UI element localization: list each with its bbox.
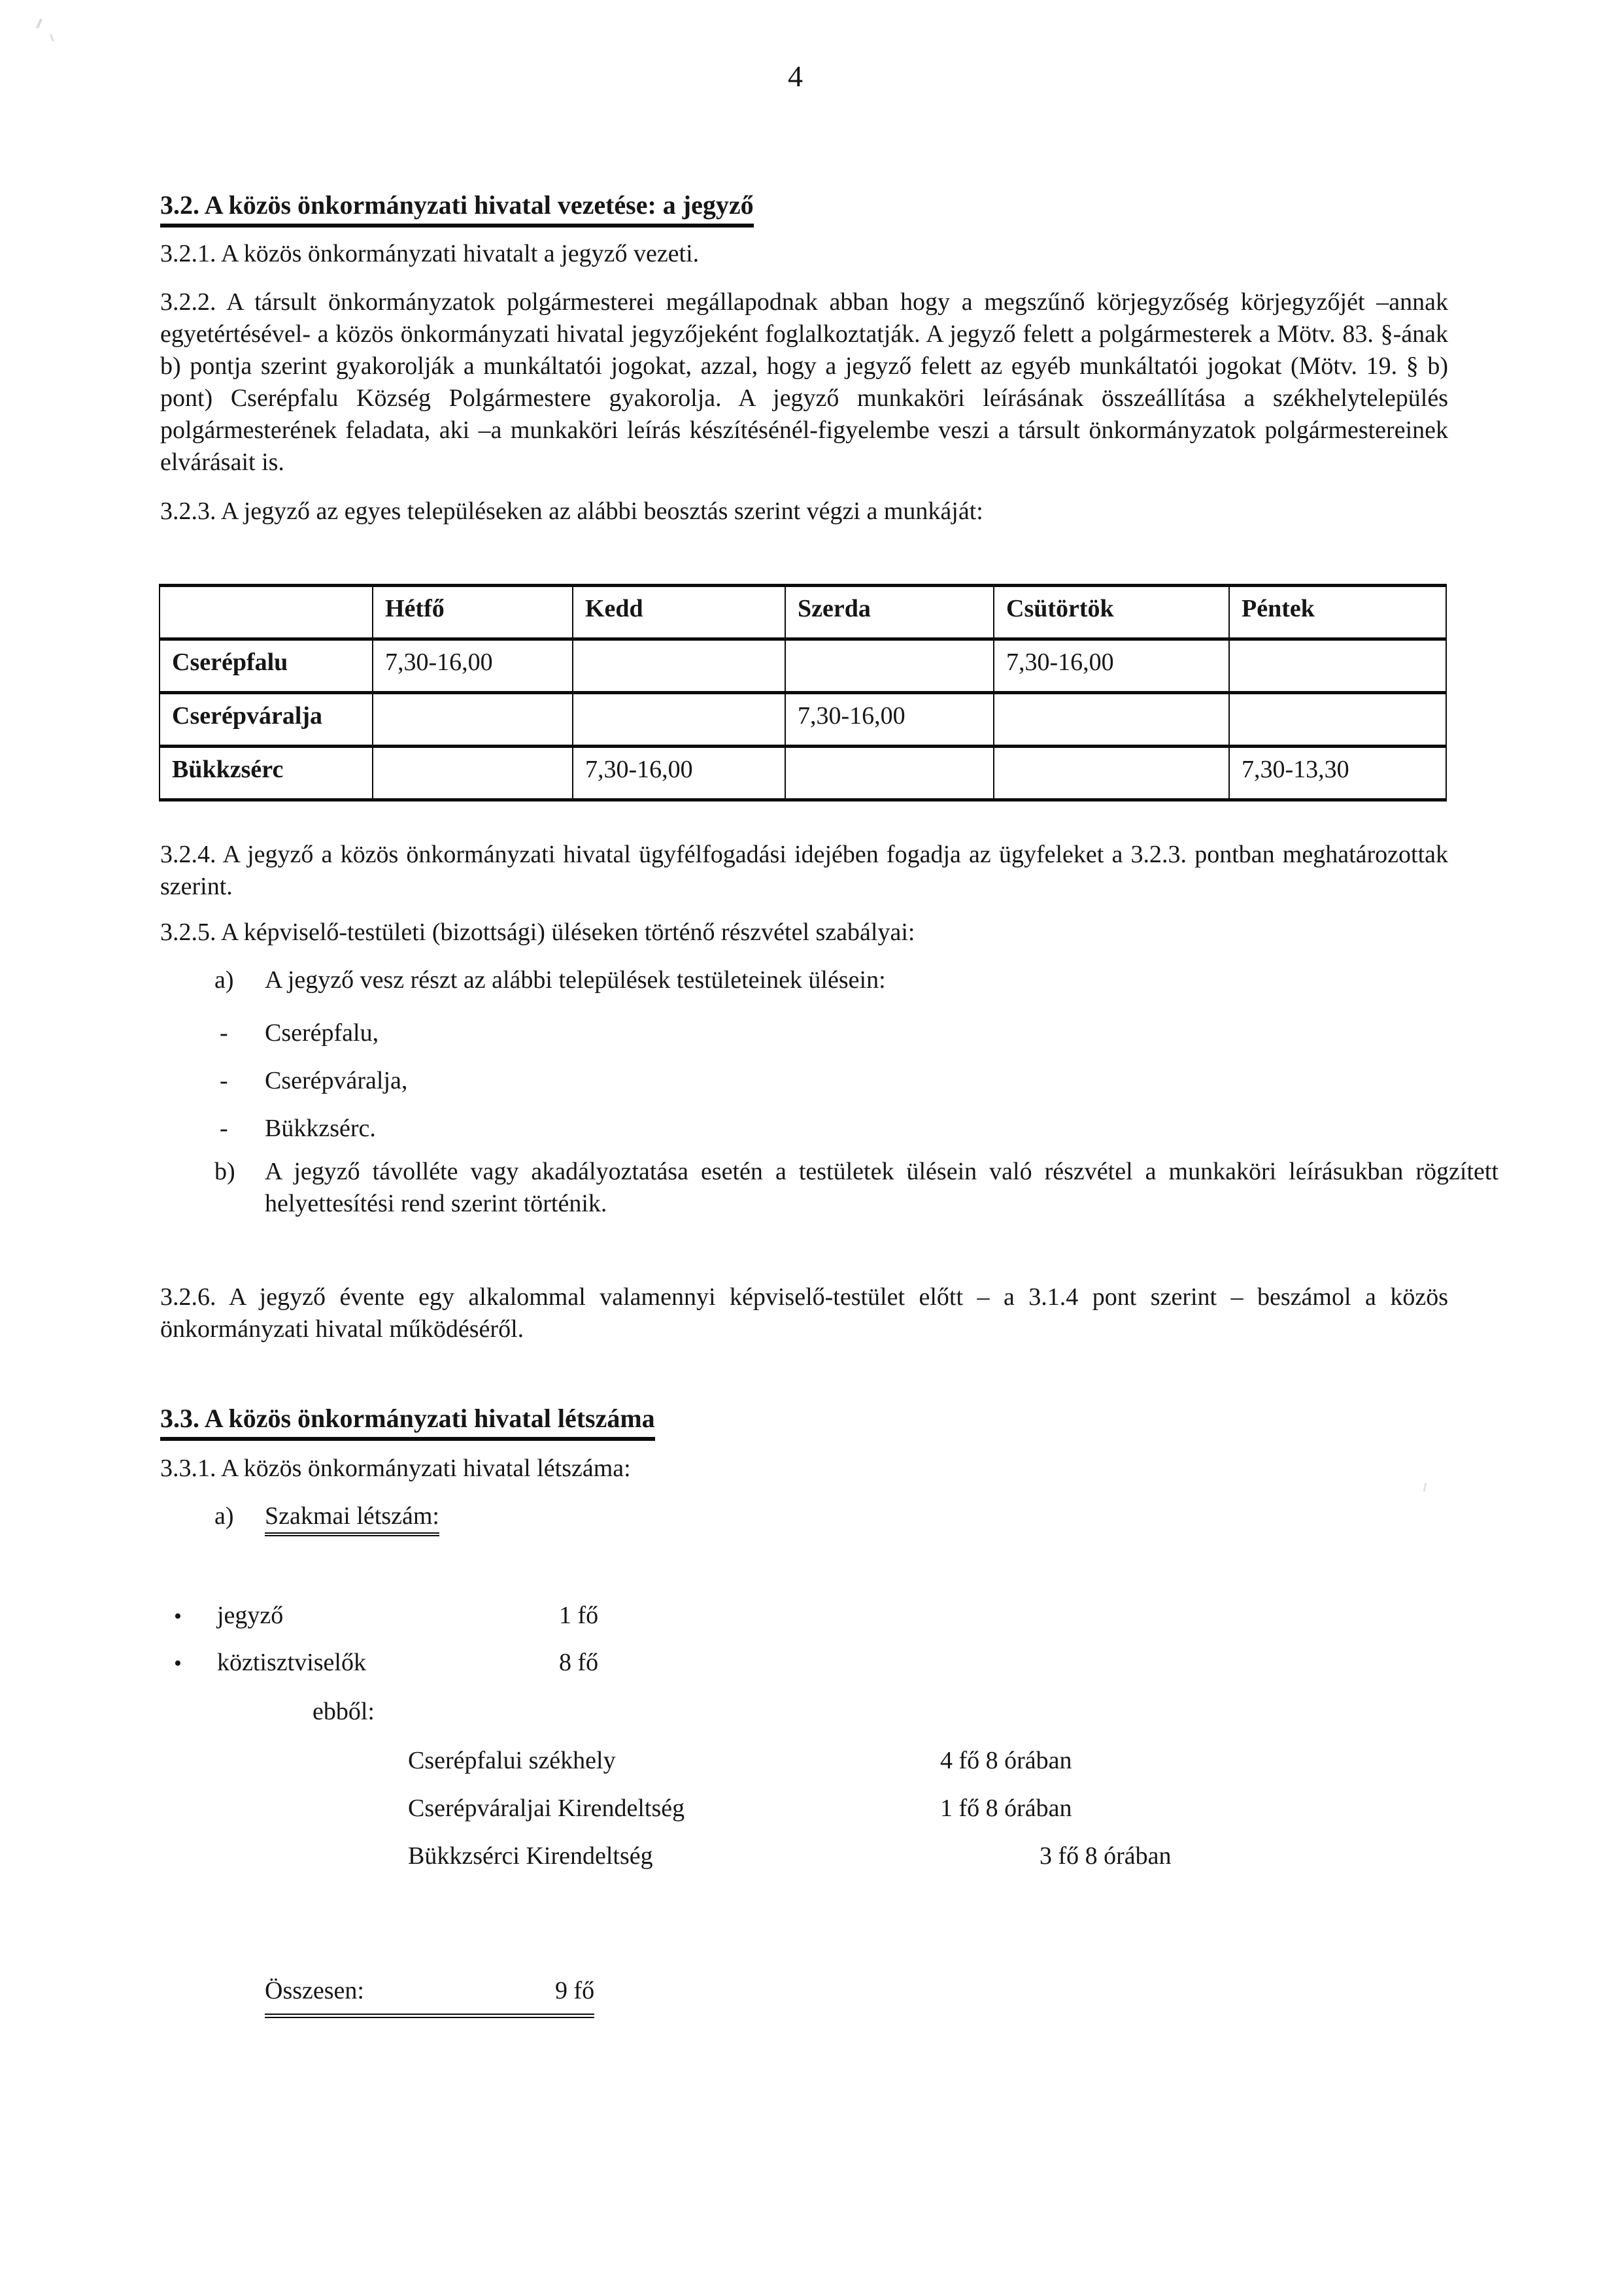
office-location-label: Cserépfalui székhely [408,1747,616,1774]
list-item-b-text: A jegyző távolléte vagy akadályoztatása esetén a testületek ülésein való részvétel a munkaköri leírásukban rögzített helyettesítési rend szerint történik. [265,1158,1498,1217]
office-staff-count: 4 fő 8 órában [940,1747,1072,1774]
village-list-item [220,1113,1266,1145]
staff-count: 8 fő [559,1649,599,1676]
list-item-b-substitution [214,1156,1498,1220]
schedule-cell [785,639,994,693]
row-label-cserepfalu: Cserépfalu [160,639,373,693]
office-staff-count: 1 fő 8 órában [940,1795,1072,1822]
schedule-cell: 7,30-16,00 [785,693,994,747]
row-label-cserepvaralja: Cserépváralja [160,693,373,747]
scan-artifact [36,18,42,29]
column-header-wednesday: Szerda [785,586,994,639]
row-label-bukkzserc: Bükkzsérc [160,747,373,800]
list-marker-a: a) [214,1502,234,1530]
table-header-row [160,586,1446,639]
staff-breakdown-row [408,1793,1072,1825]
schedule-cell: 7,30-13,30 [1229,747,1446,800]
table-row [160,639,1446,693]
list-item-a-text: A jegyző vesz részt az alábbi települések testületeinek ülésein: [265,966,886,994]
paragraph-3-3-1: 3.3.1. A közös önkormányzati hivatal létszáma: [160,1455,631,1482]
paragraph-3-2-3: 3.2.3. A jegyző az egyes településeken az alábbi beosztás szerint végzi a munkáját: [160,498,983,525]
bullet-icon: • [174,1651,182,1676]
schedule-cell: 7,30-16,00 [373,639,573,693]
village-list-item [220,1065,1266,1097]
dash-marker: - [220,1115,228,1142]
section-3-3-heading [160,1403,655,1441]
schedule-cell [994,747,1229,800]
ebbol-label: ebből: [313,1698,375,1725]
paragraph-3-2-6: 3.2.6. A jegyző évente egy alkalommal valamennyi képviselő-testület előtt – a 3.1.4 pont szerint – beszámol a közös önkormányzati hivatal működéséről. [160,1283,1448,1343]
schedule-cell [373,693,573,747]
schedule-cell [994,693,1229,747]
staff-count: 1 fő [559,1602,599,1629]
schedule-cell [785,747,994,800]
staff-breakdown-row [408,1745,1072,1777]
office-location-label: Cserépváraljai Kirendeltség [408,1795,685,1822]
total-label: Összesen: [265,1977,364,2004]
list-item-a-professional-staff [214,1500,1498,1532]
table-corner-cell [160,586,373,639]
bullet-icon: • [174,1604,182,1628]
staff-breakdown-row [408,1840,1172,1872]
paragraph-3-2-1: 3.2.1. A közös önkormányzati hivatalt a jegyző vezeti. [160,240,700,267]
village-list-item [220,1017,1266,1049]
village-name: Cserépfalu, [265,1019,379,1047]
total-value: 9 fő [555,1977,595,2004]
paragraph-3-2-4: 3.2.4. A jegyző a közös önkormányzati hivatal ügyfélfogadási idejében fogadja az ügyfeleket a 3.2.3. pontban meghatározottak szerint. [160,841,1448,900]
dash-marker: - [220,1019,228,1047]
schedule-cell [1229,693,1446,747]
staff-role-label: jegyző [217,1602,284,1629]
schedule-cell: 7,30-16,00 [573,747,785,800]
jegyzo-schedule-table [159,584,1447,801]
staff-role-label: köztisztviselők [217,1649,366,1676]
village-name: Bükkzsérc. [265,1115,376,1142]
column-header-thursday: Csütörtök [994,586,1229,639]
paragraph-3-2-5: 3.2.5. A képviselő-testületi (bizottsági) üléseken történő részvétel szabályai: [160,919,915,946]
staff-total-row [265,1975,594,2018]
professional-staff-label: Szakmai létszám: [265,1502,439,1536]
list-item-a-settlements [214,964,1498,996]
schedule-cell [573,693,785,747]
section-3-2-heading-text: 3.2. A közös önkormányzati hivatal vezetése: a jegyző [160,190,754,228]
section-3-3-heading-text: 3.3. A közös önkormányzati hivatal létszáma [160,1403,655,1441]
paragraph-3-2-2: 3.2.2. A társult önkormányzatok polgármesterei megállapodnak abban hogy a megszűnő körjegyzőség körjegyzőjét –annak egyetértésével- a közös önkormányzati hivatal jegyzőjeként foglalkoztatják. A jegyző felett a polgármesterek a Mötv. 83. §-ának b) pontja szerint gyakorolják a munkáltatói jogokat, azzal, hogy a jegyző felett az egyéb munkáltatói jogokat (Mötv. 19. § b) pont) Cserépfalu Község Polgármestere gyakorolja. A jegyző munkaköri leírásának összeállítása a székhelytelepülés polgármesterének feladata, aki –a munkaköri leírás készítésénél-figyelembe veszi a társult önkormányzatok polgármestereinek elvárásait is. [160,288,1448,476]
column-header-monday: Hétfő [373,586,573,639]
table-row [160,747,1446,800]
table-row [160,693,1446,747]
scan-artifact [50,34,54,42]
column-header-tuesday: Kedd [573,586,785,639]
schedule-cell [1229,639,1446,693]
schedule-cell [373,747,573,800]
office-staff-count: 3 fő 8 órában [1040,1842,1172,1870]
column-header-friday: Péntek [1229,586,1446,639]
section-3-2-heading [160,190,754,228]
dash-marker: - [220,1067,228,1094]
list-marker-b: b) [214,1158,235,1185]
staff-bullet-item [174,1600,598,1632]
schedule-cell: 7,30-16,00 [994,639,1229,693]
list-marker-a: a) [214,966,234,994]
schedule-cell [573,639,785,693]
staff-bullet-item [174,1647,598,1679]
village-name: Cserépváralja, [265,1067,408,1094]
office-location-label: Bükkzsérci Kirendeltség [408,1842,653,1870]
page-number: 4 [788,59,803,93]
